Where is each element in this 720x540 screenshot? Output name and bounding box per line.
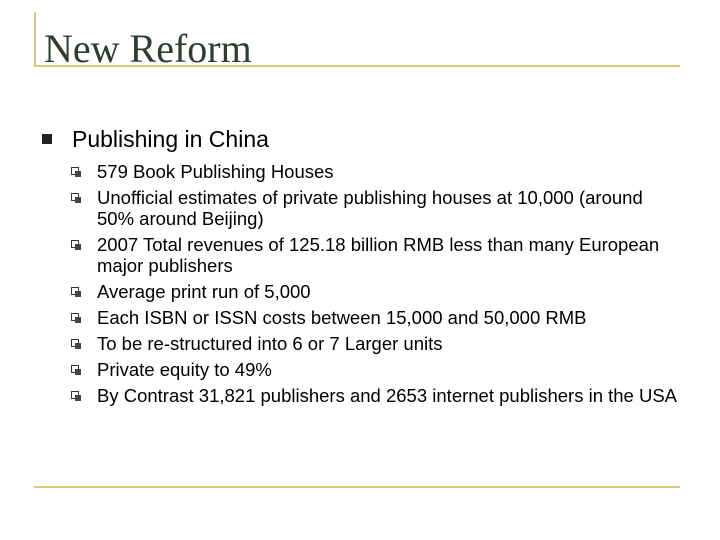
list-item — [42, 307, 682, 328]
list-item-text: By Contrast 31,821 publishers and 2653 internet publishers in the USA — [97, 385, 678, 406]
hollow-square-bullet-icon — [71, 167, 79, 175]
list-item — [42, 385, 682, 406]
hollow-square-bullet-icon — [71, 313, 79, 321]
hollow-square-bullet-icon — [71, 365, 79, 373]
list-item — [42, 234, 682, 276]
list-item — [42, 359, 682, 380]
slide-title: New Reform — [44, 26, 252, 71]
hollow-square-bullet-icon — [71, 193, 79, 201]
list-item-text: Private equity to 49% — [97, 359, 272, 380]
hollow-square-bullet-icon — [71, 391, 79, 399]
list-item-text: 2007 Total revenues of 125.18 billion RMB less than many European major publishers — [97, 234, 660, 276]
sub-bullet-list — [42, 161, 682, 406]
frame-vertical-line — [34, 12, 36, 67]
list-item-text: 579 Book Publishing Houses — [97, 161, 334, 182]
square-bullet-icon — [42, 134, 52, 144]
hollow-square-bullet-icon — [71, 287, 79, 295]
list-item — [42, 333, 682, 354]
slide-content — [42, 125, 682, 411]
footer-divider — [34, 486, 680, 488]
list-item — [42, 161, 682, 182]
list-item-text: Each ISBN or ISSN costs between 15,000 and 50,000 RMB — [97, 307, 587, 328]
main-bullet-text: Publishing in China — [72, 126, 269, 152]
hollow-square-bullet-icon — [71, 240, 79, 248]
list-item — [42, 187, 682, 229]
hollow-square-bullet-icon — [71, 339, 79, 347]
list-item-text: Unofficial estimates of private publishing houses at 10,000 (around 50% around Beijing) — [97, 187, 643, 229]
list-item-text: To be re-structured into 6 or 7 Larger units — [97, 333, 443, 354]
list-item — [42, 281, 682, 302]
main-bullet — [42, 125, 682, 153]
list-item-text: Average print run of 5,000 — [97, 281, 311, 302]
